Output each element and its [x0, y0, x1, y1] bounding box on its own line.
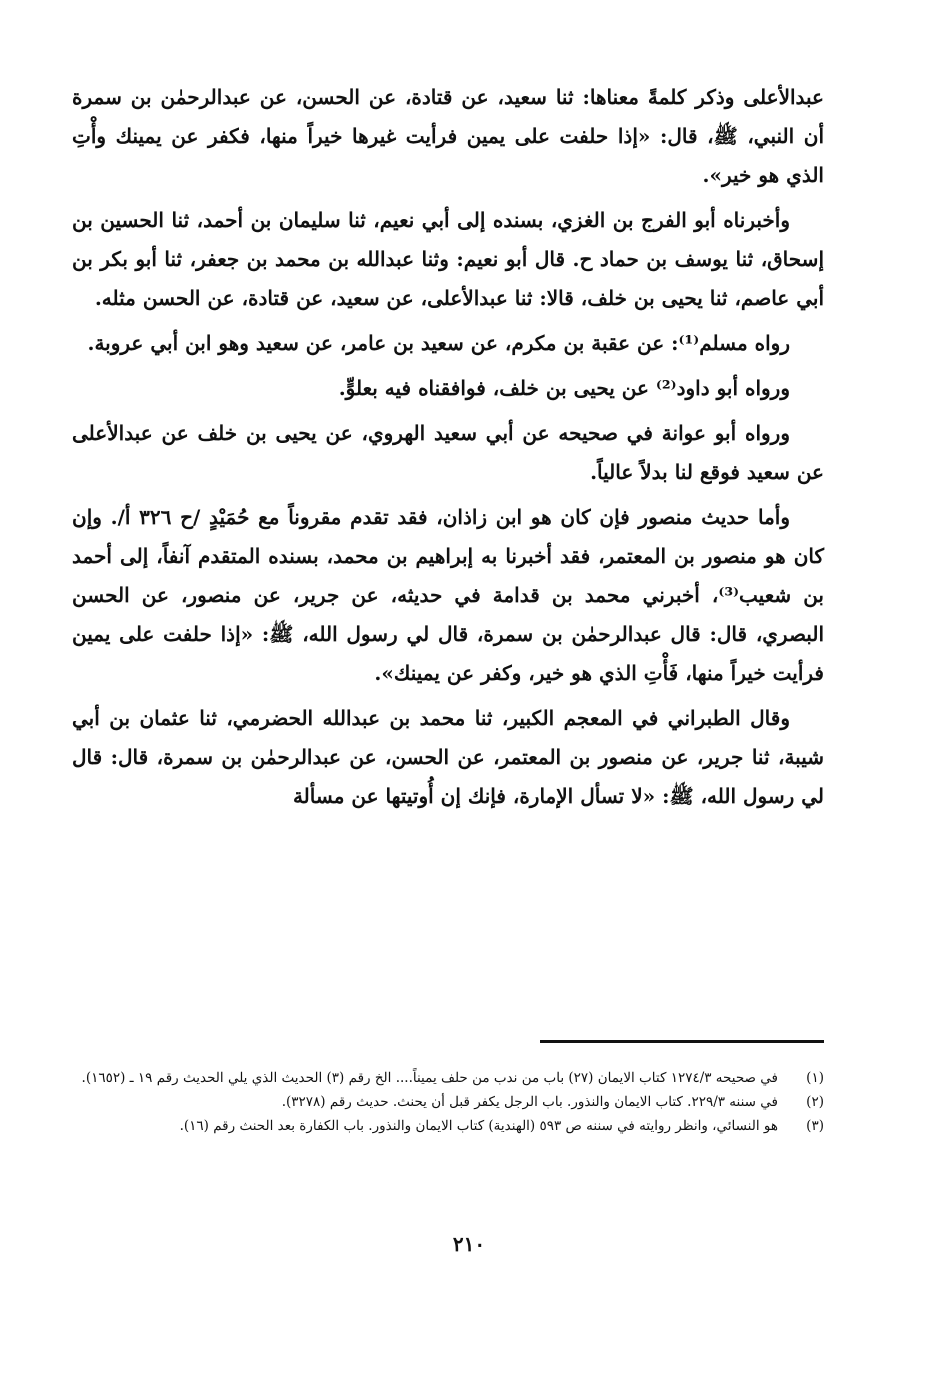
paragraph-2: وأخبرناه أبو الفرج بن الغزي، بسنده إلى أبي نعيم، ثنا سليمان بن أحمد، ثنا الحسين بن إسحاق، ثنا يوسف بن حماد ح. قال أبو نعيم: وثنا عبدالله بن محمد بن جعفر، ثنا أبو بكر بن أبي عاصم، ثنا يحيى بن خلف، قالا: ثنا عبدالأعلى، عن سعيد، عن قتادة، عن الحسن مثله. [72, 208, 824, 310]
page-number: ٢١٠ [452, 1232, 486, 1256]
paragraph-6: وأما حديث منصور فإن كان هو ابن زاذان، فقد تقدم مقروناً مع حُمَيْدٍ /ح ٣٢٦ أ/. وإن كان هو منصور بن المعتمر، فقد أخبرنا به إبراهيم بن محمد، بسنده المتقدم آنفاً، إلى أحمد بن شعيب⁽³⁾، أخبرني محمد بن قدامة في حديثه، عن جرير، عن منصور، عن الحسن البصري، قال: قال عبدالرحمٰن بن سمرة، قال لي رسول الله، ﷺ: «إذا حلفت على يمين فرأيت خيراً منها، فَأْتِ الذي هو خير، وكفر عن يمينك». [72, 505, 825, 685]
footnote-2 [72, 1092, 824, 1112]
footnote-divider [540, 1040, 824, 1043]
paragraph-7: وقال الطبراني في المعجم الكبير، ثنا محمد بن عبدالله الحضرمي، ثنا عثمان بن أبي شيبة، ثنا جرير، عن منصور بن المعتمر، عن الحسن، عن عبدالرحمٰن بن سمرة، قال: قال لي رسول الله، ﷺ: «لا تسأل الإمارة، فإنك إن أُوتيتها عن مسألة [72, 706, 824, 808]
paragraph-5: ورواه أبو عوانة في صحيحه عن أبي سعيد الهروي، عن يحيى بن خلف عن عبدالأعلى عن سعيد فوقع لنا بدلاً عالياً. [72, 421, 824, 484]
footnote-3 [72, 1116, 824, 1136]
footnote-number: (٣) [806, 1118, 824, 1134]
footnote-text: هو النسائي، وانظر روايته في سننه ص ٥٩٣ (الهندية) كتاب الايمان والنذور. باب الكفارة بعد الحنث رقم (١٦). [179, 1118, 778, 1134]
paragraph-4: ورواه أبو داود⁽²⁾ عن يحيى بن خلف، فوافقناه فيه بعلوٍّ. [338, 376, 790, 400]
main-text-body [72, 78, 824, 822]
footnote-number: (١) [806, 1070, 824, 1086]
footnote-text: في صحيحه ١٢٧٤/٣ كتاب الايمان (٢٧) باب من ندب من حلف يميناً.... الخ رقم (٣) الحديث الذي يلي الحديث رقم ١٩ ـ (١٦٥٢). [81, 1070, 778, 1086]
footnote-number: (٢) [806, 1094, 824, 1110]
paragraph-1: عبدالأعلى وذكر كلمةً معناها: ثنا سعيد، عن قتادة، عن الحسن، عن عبدالرحمٰن بن سمرة أن النبي، ﷺ، قال: «إذا حلفت على يمين فرأيت غيرها خيراً منها، فكفر عن يمينك وأْتِ الذي هو خير». [72, 85, 824, 187]
footnotes [72, 1068, 824, 1140]
footnote-1 [72, 1068, 824, 1088]
paragraph-3: رواه مسلم⁽¹⁾: عن عقبة بن مكرم، عن سعيد بن عامر، عن سعيد وهو ابن أبي عروبة. [87, 331, 790, 355]
footnote-text: في سننه ٢٢٩/٣. كتاب الايمان والنذور. باب الرجل يكفر قبل أن يحنث. حديث رقم (٣٢٧٨). [281, 1094, 778, 1110]
